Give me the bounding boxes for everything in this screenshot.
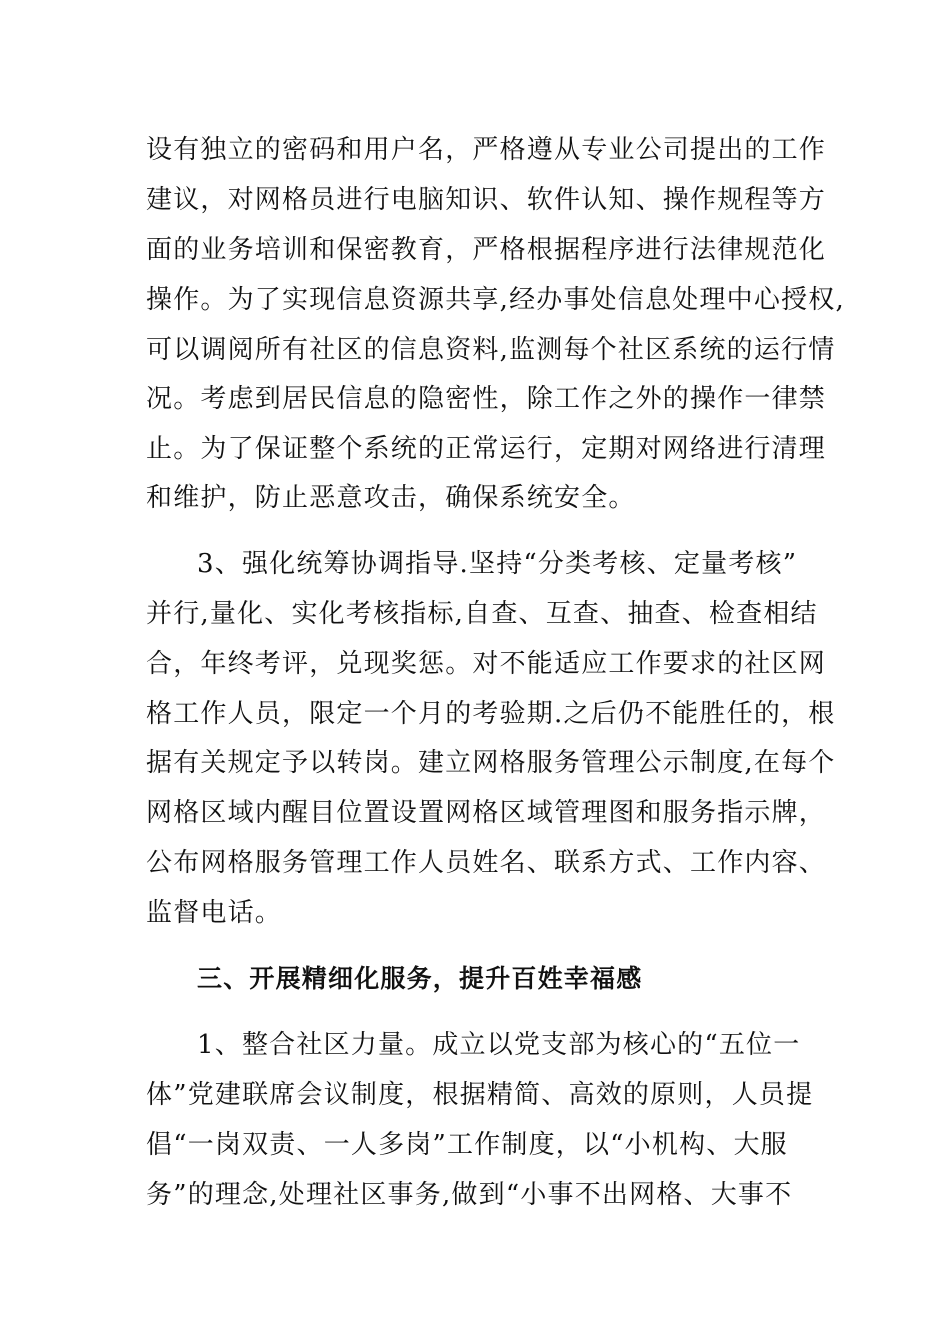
- paragraph-1-line-8: 和维护，防止恶意攻击，确保系统安全。: [146, 483, 636, 513]
- paragraph-2-line-2: 并行,量化、实化考核指标,自查、互查、抽查、检查相结: [146, 599, 818, 629]
- paragraph-1-line-6: 况。考虑到居民信息的隐密性，除工作之外的操作一律禁: [146, 384, 827, 414]
- paragraph-2-line-3: 合，年终考评，兑现奖惩。对不能适应工作要求的社区网: [146, 649, 827, 679]
- paragraph-3-line-4: 务”的理念,处理社区事务,做到“小事不出网格、大事不: [146, 1180, 793, 1210]
- paragraph-2-line-7: 公布网格服务管理工作人员姓名、联系方式、工作内容、: [146, 848, 827, 878]
- paragraph-2-line-1: 3、强化统筹协调指导.坚持“分类考核、定量考核”: [197, 549, 798, 579]
- paragraph-3-line-3: 倡“一岗双责、一人多岗”工作制度，以“小机构、大服: [146, 1130, 788, 1160]
- paragraph-2-line-8: 监督电话。: [146, 898, 283, 928]
- paragraph-1-line-7: 止。为了保证整个系统的正常运行，定期对网络进行清理: [146, 434, 827, 464]
- paragraph-1-line-2: 建议，对网格员进行电脑知识、软件认知、操作规程等方: [146, 185, 827, 215]
- paragraph-3-line-1: 1、整合社区力量。成立以党支部为核心的“五位一: [197, 1030, 801, 1060]
- paragraph-1-line-1: 设有独立的密码和用户名，严格遵从专业公司提出的工作: [146, 135, 827, 165]
- paragraph-2-line-4: 格工作人员，限定一个月的考验期.之后仍不能胜任的，根: [146, 699, 836, 729]
- paragraph-2-line-5: 据有关规定予以转岗。建立网格服务管理公示制度,在每个: [146, 748, 836, 778]
- paragraph-1-line-3: 面的业务培训和保密教育，严格根据程序进行法律规范化: [146, 235, 827, 265]
- paragraph-1-line-5: 可以调阅所有社区的信息资料,监测每个社区系统的运行情: [146, 335, 836, 365]
- paragraph-2-line-6: 网格区域内醒目位置设置网格区域管理图和服务指示牌，: [146, 798, 827, 828]
- paragraph-1-line-4: 操作。为了实现信息资源共享,经办事处信息处理中心授权,: [146, 285, 845, 315]
- section-heading: 三、开展精细化服务，提升百姓幸福感: [197, 964, 643, 993]
- paragraph-3-line-2: 体”党建联席会议制度，根据精简、高效的原则，人员提: [146, 1080, 814, 1110]
